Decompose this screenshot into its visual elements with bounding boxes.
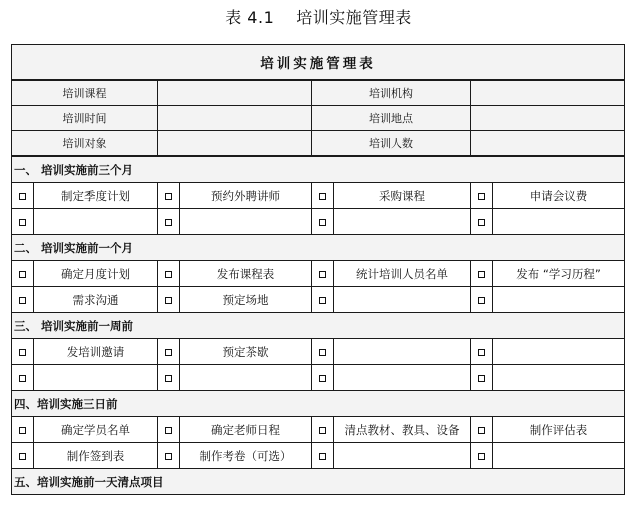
checkbox-square-icon	[165, 375, 172, 382]
checkbox-square-icon	[165, 219, 172, 226]
checkbox-square-icon	[165, 271, 172, 278]
task-checkbox[interactable]	[312, 209, 334, 235]
checkbox-square-icon	[478, 375, 485, 382]
section-heading: 五、培训实施前一天清点项目	[12, 469, 625, 495]
task-item	[493, 339, 625, 365]
checkbox-square-icon	[478, 427, 485, 434]
task-row	[12, 417, 625, 443]
task-checkbox[interactable]	[471, 261, 493, 287]
task-item: 发布课程表	[180, 261, 312, 287]
checkbox-square-icon	[319, 219, 326, 226]
form-title: 培训实施管理表	[12, 45, 625, 81]
task-row	[12, 287, 625, 313]
task-row	[12, 261, 625, 287]
task-checkbox[interactable]	[158, 339, 180, 365]
checkbox-square-icon	[319, 297, 326, 304]
task-item	[493, 443, 625, 469]
task-item: 采购课程	[334, 183, 471, 209]
info-label: 培训人数	[312, 131, 471, 157]
task-item	[34, 209, 158, 235]
section-heading: 三、 培训实施前一周前	[12, 313, 625, 339]
checkbox-square-icon	[478, 453, 485, 460]
task-item: 需求沟通	[34, 287, 158, 313]
task-checkbox[interactable]	[158, 209, 180, 235]
info-label: 培训对象	[12, 131, 158, 157]
task-item: 预定茶歇	[180, 339, 312, 365]
task-item: 统计培训人员名单	[334, 261, 471, 287]
task-item	[334, 209, 471, 235]
task-checkbox[interactable]	[312, 365, 334, 391]
info-label: 培训机构	[312, 80, 471, 106]
task-checkbox[interactable]	[12, 183, 34, 209]
checkbox-square-icon	[165, 427, 172, 434]
task-checkbox[interactable]	[471, 287, 493, 313]
task-checkbox[interactable]	[12, 261, 34, 287]
section-heading-row	[12, 313, 625, 339]
task-checkbox[interactable]	[471, 365, 493, 391]
checkbox-square-icon	[19, 297, 26, 304]
checkbox-square-icon	[19, 453, 26, 460]
task-row	[12, 339, 625, 365]
task-item	[493, 365, 625, 391]
caption-title: 培训实施管理表	[296, 8, 412, 27]
checkbox-square-icon	[319, 349, 326, 356]
task-item: 预定场地	[180, 287, 312, 313]
task-checkbox[interactable]	[471, 183, 493, 209]
checkbox-square-icon	[165, 453, 172, 460]
task-checkbox[interactable]	[12, 443, 34, 469]
task-item	[493, 287, 625, 313]
info-label: 培训地点	[312, 106, 471, 131]
task-checkbox[interactable]	[12, 287, 34, 313]
info-row	[12, 106, 625, 131]
task-checkbox[interactable]	[158, 183, 180, 209]
task-item: 清点教材、教具、设备	[334, 417, 471, 443]
section-heading-row	[12, 469, 625, 495]
task-checkbox[interactable]	[158, 443, 180, 469]
checkbox-square-icon	[19, 427, 26, 434]
task-item: 确定学员名单	[34, 417, 158, 443]
task-checkbox[interactable]	[312, 443, 334, 469]
checkbox-square-icon	[319, 427, 326, 434]
section-heading: 一、 培训实施前三个月	[12, 156, 625, 183]
task-item: 申请会议费	[493, 183, 625, 209]
task-checkbox[interactable]	[471, 209, 493, 235]
info-value-field[interactable]	[158, 80, 312, 106]
task-item	[493, 209, 625, 235]
checkbox-square-icon	[165, 297, 172, 304]
checkbox-square-icon	[478, 297, 485, 304]
info-label: 培训时间	[12, 106, 158, 131]
checkbox-square-icon	[478, 271, 485, 278]
checkbox-square-icon	[319, 375, 326, 382]
task-checkbox[interactable]	[158, 261, 180, 287]
info-label: 培训课程	[12, 80, 158, 106]
task-checkbox[interactable]	[312, 339, 334, 365]
checkbox-square-icon	[319, 453, 326, 460]
checkbox-square-icon	[478, 349, 485, 356]
task-checkbox[interactable]	[12, 209, 34, 235]
info-value-field[interactable]	[471, 131, 625, 157]
checkbox-square-icon	[19, 375, 26, 382]
checkbox-square-icon	[478, 193, 485, 200]
task-checkbox[interactable]	[158, 287, 180, 313]
info-value-field[interactable]	[158, 106, 312, 131]
task-checkbox[interactable]	[158, 365, 180, 391]
task-item: 发布 “学习历程”	[493, 261, 625, 287]
task-checkbox[interactable]	[12, 365, 34, 391]
checkbox-square-icon	[19, 193, 26, 200]
task-checkbox[interactable]	[12, 417, 34, 443]
task-item: 发培训邀请	[34, 339, 158, 365]
training-management-table	[11, 44, 625, 495]
info-value-field[interactable]	[471, 106, 625, 131]
task-checkbox[interactable]	[471, 443, 493, 469]
section-heading-row	[12, 391, 625, 417]
task-item	[180, 209, 312, 235]
checkbox-square-icon	[165, 193, 172, 200]
checkbox-square-icon	[319, 193, 326, 200]
task-row	[12, 443, 625, 469]
task-checkbox[interactable]	[158, 417, 180, 443]
checkbox-square-icon	[319, 271, 326, 278]
section-heading-row	[12, 235, 625, 261]
task-item	[180, 365, 312, 391]
task-item: 确定老师日程	[180, 417, 312, 443]
task-item	[334, 339, 471, 365]
checkbox-square-icon	[478, 219, 485, 226]
task-checkbox[interactable]	[312, 261, 334, 287]
task-item: 预约外聘讲师	[180, 183, 312, 209]
task-item: 制作评估表	[493, 417, 625, 443]
form-title-row	[12, 45, 625, 81]
task-item	[334, 287, 471, 313]
task-item	[334, 365, 471, 391]
task-row	[12, 209, 625, 235]
task-item: 制定季度计划	[34, 183, 158, 209]
table-caption	[0, 7, 637, 29]
info-value-field[interactable]	[471, 80, 625, 106]
task-checkbox[interactable]	[312, 287, 334, 313]
info-value-field[interactable]	[158, 131, 312, 157]
checkbox-square-icon	[19, 271, 26, 278]
info-row	[12, 131, 625, 157]
task-checkbox[interactable]	[471, 417, 493, 443]
task-checkbox[interactable]	[12, 339, 34, 365]
task-item	[34, 365, 158, 391]
section-heading: 二、 培训实施前一个月	[12, 235, 625, 261]
task-row	[12, 183, 625, 209]
task-checkbox[interactable]	[312, 183, 334, 209]
task-item: 制作考卷（可选）	[180, 443, 312, 469]
task-item: 确定月度计划	[34, 261, 158, 287]
section-heading: 四、培训实施三日前	[12, 391, 625, 417]
checkbox-square-icon	[19, 349, 26, 356]
task-item	[334, 443, 471, 469]
info-row	[12, 80, 625, 106]
checkbox-square-icon	[19, 219, 26, 226]
task-row	[12, 365, 625, 391]
task-item: 制作签到表	[34, 443, 158, 469]
caption-number: 表 4.1	[225, 8, 275, 27]
checkbox-square-icon	[165, 349, 172, 356]
section-heading-row	[12, 156, 625, 183]
task-checkbox[interactable]	[471, 339, 493, 365]
task-checkbox[interactable]	[312, 417, 334, 443]
